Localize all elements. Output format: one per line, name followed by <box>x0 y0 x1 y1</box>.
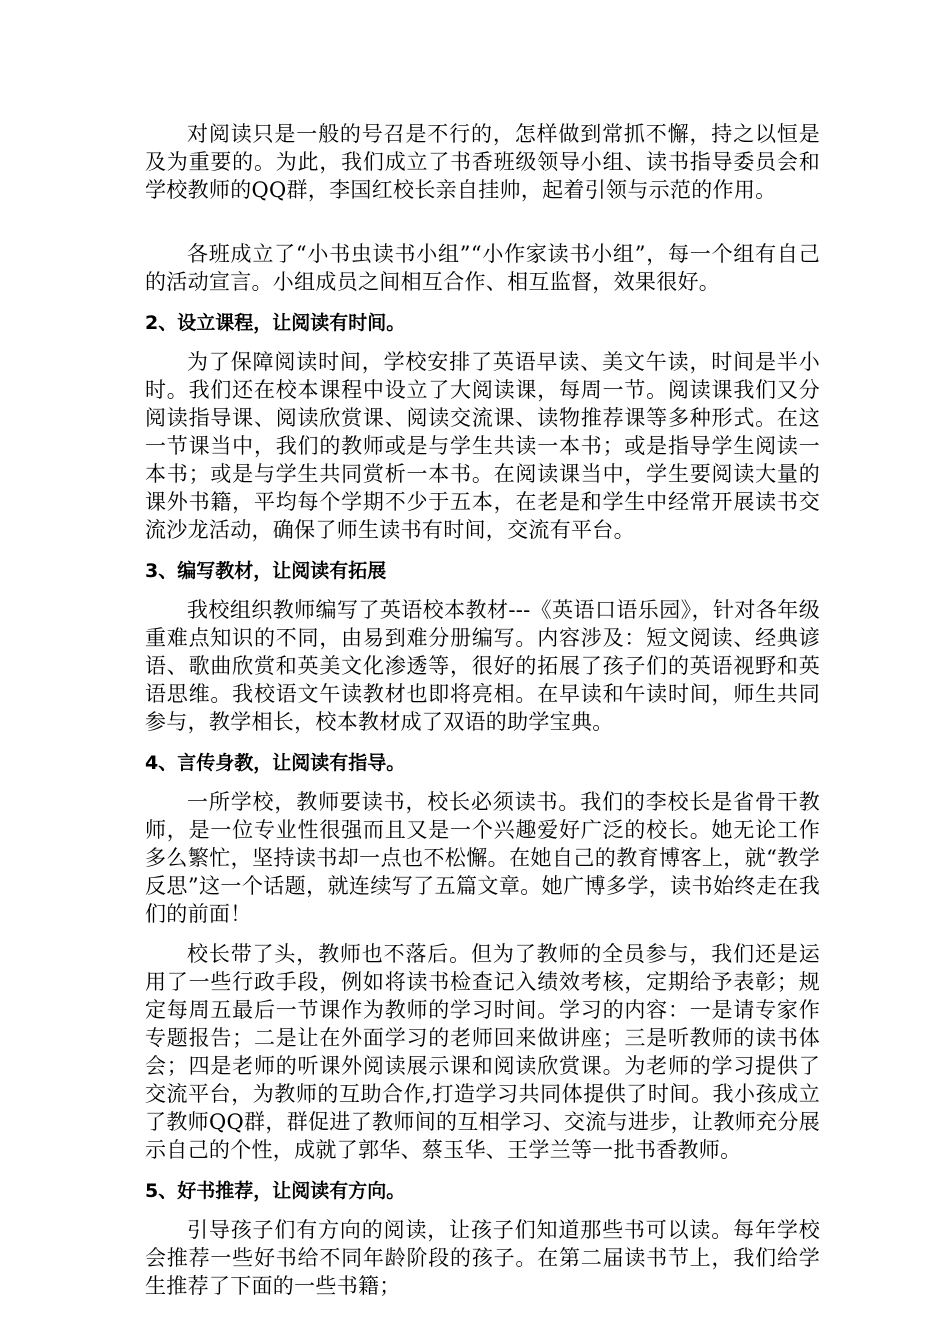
heading-section-4: 4、言传身教，让阅读有指导。 <box>145 752 406 774</box>
paragraph-reading-organization: 对阅读只是一般的号召是不行的，怎样做到常抓不懈，持之以恒是及为重要的。为此，我们成立了书香班级领导小组、读书指导委员会和学校教师的QQ群，李国红校长亲自挂帅，起着引领与示范的作用。 <box>145 122 820 202</box>
paragraph-class-groups: 各班成立了“小书虫读书小组”“小作家读书小组”，每一个组有自己的活动宣言。小组成员之间相互合作、相互监督，效果很好。 <box>145 242 820 294</box>
paragraph-principal-reading: 一所学校，教师要读书，校长必须读书。我们的李校长是省骨干教师，是一位专业性很强而且又是一个兴趣爱好广泛的校长。她无论工作多么繁忙，坚持读书却一点也不松懈。在她自己的教育博客上，就“教学反思”这一个话题，就连续写了五篇文章。她广博多学，读书始终走在我们的前面！ <box>145 790 820 926</box>
heading-section-3: 3、编写教材，让阅读有拓展 <box>145 560 387 582</box>
heading-section-5: 5、好书推荐，让阅读有方向。 <box>145 1180 406 1202</box>
paragraph-teacher-participation: 校长带了头，教师也不落后。但为了教师的全员参与，我们还是运用了一些行政手段，例如将读书检查记入绩效考核，定期给予表彰；规定每周五最后一节课作为教师的学习时间。学习的内容：一是请专家作专题报告；二是让在外面学习的老师回来做讲座；三是听教师的读书体会；四是老师的听课外阅读展示课和阅读欣赏课。为老师的学习提供了交流平台，为教师的互助合作,打造学习共同体提供了时间。我小孩成立了教师QQ群，群促进了教师间的互相学习、交流与进步，让教师充分展示自己的个性，成就了郭华、蔡玉华、王学兰等一批书香教师。 <box>145 942 820 1162</box>
paragraph-book-recommendation: 引导孩子们有方向的阅读，让孩子们知道那些书可以读。每年学校会推荐一些好书给不同年龄阶段的孩子。在第二届读书节上，我们给学生推荐了下面的一些书籍； <box>145 1218 820 1298</box>
paragraph-textbooks: 我校组织教师编写了英语校本教材---《英语口语乐园》，针对各年级重难点知识的不同，由易到难分册编写。内容涉及：短文阅读、经典谚语、歌曲欣赏和英美文化渗透等，很好的拓展了孩子们的英语视野和英语思维。我校语文午读教材也即将亮相。在早读和午读时间，师生共同参与，教学相长，校本教材成了双语的助学宝典。 <box>145 598 820 734</box>
paragraph-reading-time: 为了保障阅读时间，学校安排了英语早读、美文午读，时间是半小时。我们还在校本课程中设立了大阅读课，每周一节。阅读课我们又分阅读指导课、阅读欣赏课、阅读交流课、读物推荐课等多种形式。在这一节课当中，我们的教师或是与学生共读一本书；或是指导学生阅读一本书；或是与学生共同赏析一本书。在阅读课当中，学生要阅读大量的课外书籍，平均每个学期不少于五本，在老是和学生中经常开展读书交流沙龙活动，确保了师生读书有时间，交流有平台。 <box>145 350 820 542</box>
heading-section-2: 2、设立课程，让阅读有时间。 <box>145 312 406 334</box>
document-page <box>145 120 820 1300</box>
